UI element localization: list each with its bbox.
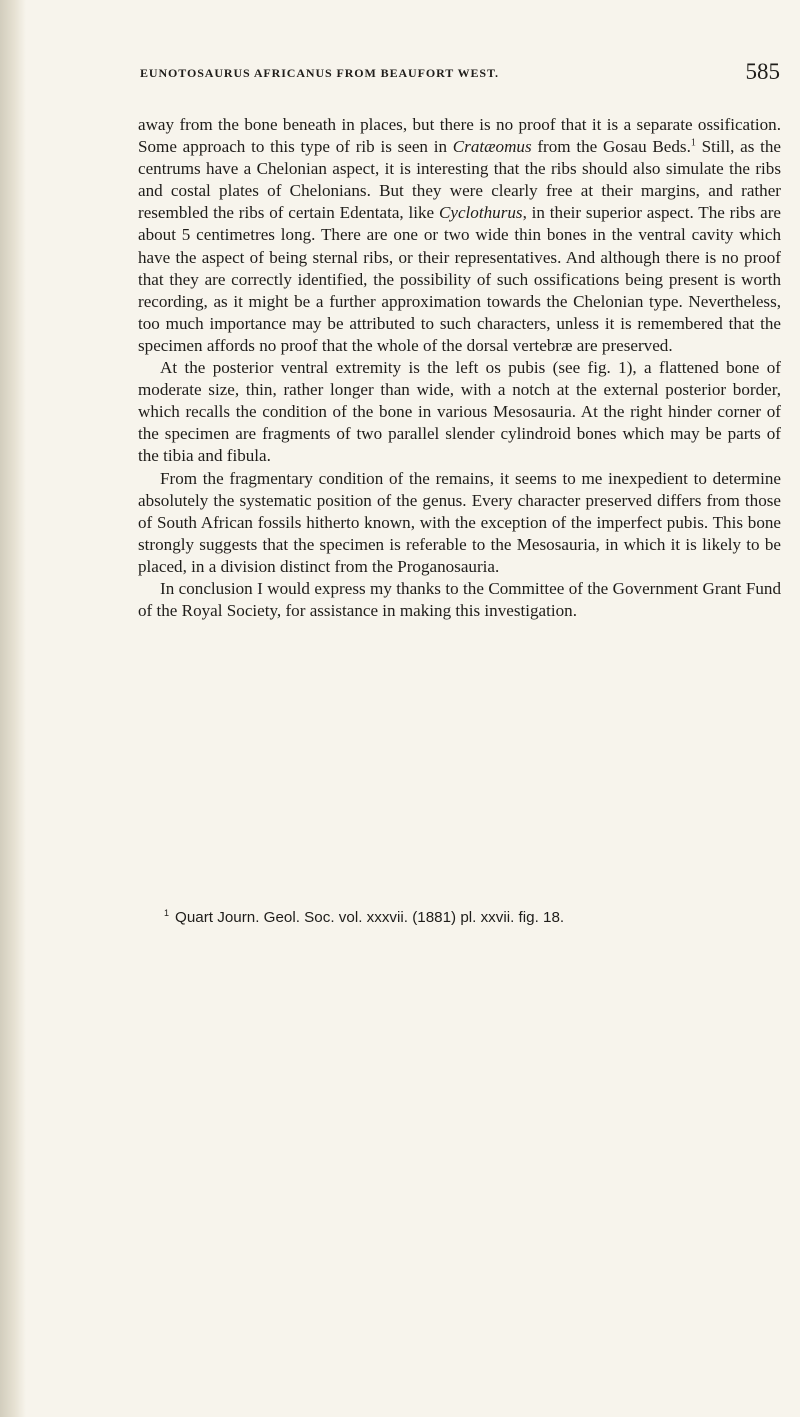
page-gutter-shadow	[0, 0, 26, 1417]
body-text	[138, 114, 781, 622]
genus-name-cyclothurus: Cyclothurus	[438, 203, 523, 223]
text-run: , in their superior aspect. The ribs are about 5 centimetres long. There are one or two wide thin bones in the ventral cavity which have the aspect of being sternal ribs, or their representatives. And although there is no proof that they are correctly identified, the possibility of such ossifications being present is worth recording, as it might be a further approximation towards the Chelonian type. Nevertheless, too much importance may be attributed to such characters, unless it is remembered that the specimen affords no proof that the whole of the dorsal vertebræ are preserved.	[138, 203, 781, 355]
genus-name-crataeomus: Cratæomus	[452, 137, 532, 157]
text-run: from the Gosau Beds.	[531, 137, 691, 157]
footnote-ref-marker: 1	[690, 137, 696, 149]
paragraph-systematic-position: From the fragmentary condition of the remains, it seems to me inexpedient to determine absolutely the systematic position of the genus. Every character preserved differs from those of South African fossils hitherto known, with the exception of the imperfect pubis. This bone strongly suggests that the specimen is referable to the Mesosauria, in which it is likely to be placed, in a division distinct from the Proganosauria.	[138, 468, 781, 576]
page-header	[140, 58, 780, 98]
page-number: 585	[745, 59, 780, 84]
footnote-text: Quart Journ. Geol. Soc. vol. xxxvii. (1881) pl. xxvii. fig. 18.	[175, 909, 565, 926]
text-run: away from the bone beneath in places, but there is no proof that it is a separate ossification. Some approach to this type of rib is seen in	[138, 115, 781, 157]
paragraph-ribs	[138, 114, 781, 357]
paragraph-pubis: At the posterior ventral extremity is the left os pubis (see fig. 1), a flattened bone of moderate size, thin, rather longer than wide, with a notch at the external posterior border, which recalls the condition of the bone in various Mesosauria. At the right hinder corner of the specimen are fragments of two parallel slender cylindroid bones which may be parts of the tibia and fibula.	[138, 358, 781, 466]
paragraph-acknowledgements: In conclusion I would express my thanks to the Committee of the Government Grant Fund of the Royal Society, for assistance in making this investigation.	[138, 578, 781, 621]
text-run: Still, as the centrums have a Chelonian aspect, it is interesting that the ribs should also simulate the ribs and costal plates of Chelonians. But they were clearly free at their margins, and rather resembled the ribs of certain Edentata, like	[138, 137, 781, 223]
running-head: EUNOTOSAURUS AFRICANUS FROM BEAUFORT WEST.	[140, 66, 499, 80]
footnote	[164, 908, 764, 928]
footnote-marker: 1	[164, 907, 170, 918]
